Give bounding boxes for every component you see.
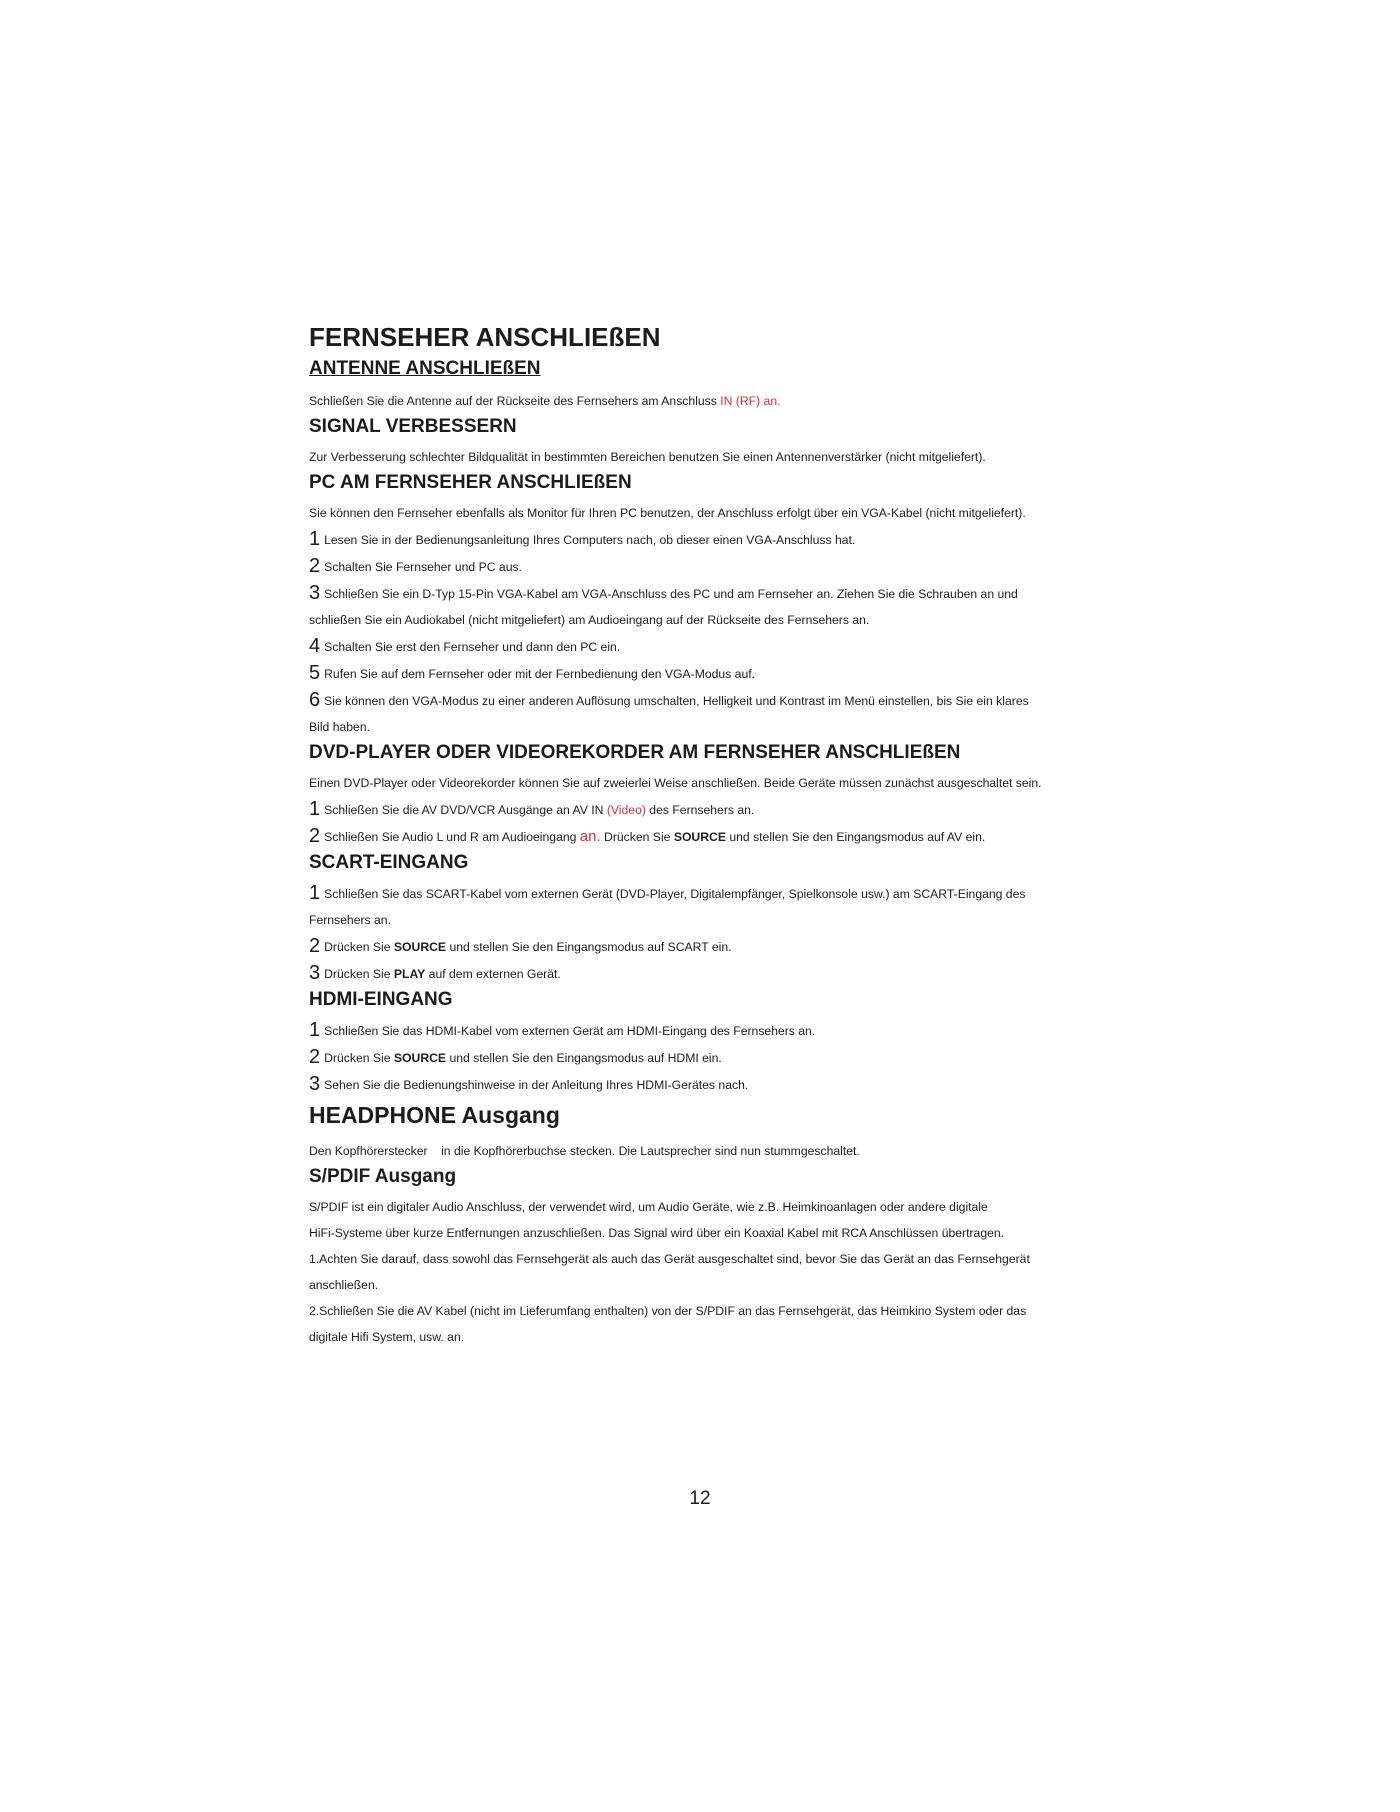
source-key-label: SOURCE <box>393 1051 447 1065</box>
step-number: 1 <box>309 798 321 820</box>
hdmi-step: 3 Sehen Sie die Bedienungshinweise in der Anleitung Ihres HDMI-Gerätes nach. <box>309 1073 749 1095</box>
spdif-line: 1.Achten Sie darauf, dass sowohl das Fernsehgerät als auch das Gerät ausgeschaltet sind, bevor Sie das Gerät an das Fernsehgerät <box>309 1252 1030 1266</box>
hdmi-heading: HDMI-EINGANG <box>309 989 453 1010</box>
step-number: 2 <box>309 1046 321 1068</box>
step-number: 1 <box>309 882 321 904</box>
step-number: 2 <box>309 555 321 577</box>
page-title: FERNSEHER ANSCHLIEßEN <box>309 322 661 352</box>
pc-step: 1 Lesen Sie in der Bedienungsanleitung Ihres Computers nach, ob dieser einen VGA-Anschluss hat. <box>309 528 856 550</box>
pc-step: 5 Rufen Sie auf dem Fernseher oder mit der Fernbedienung den VGA-Modus auf. <box>309 662 755 684</box>
page-number: 12 <box>689 1488 711 1509</box>
step-number: 2 <box>309 825 321 847</box>
pc-step: 3 Schließen Sie ein D-Typ 15-Pin VGA-Kabel am VGA-Anschluss des PC und am Fernseher an. Ziehen Sie die Schrauben an und <box>309 582 1018 604</box>
step-number: 2 <box>309 935 321 957</box>
step-number: 1 <box>309 528 321 550</box>
hdmi-step: 2 Drücken Sie SOURCE und stellen Sie den Eingangsmodus auf HDMI ein. <box>309 1046 722 1068</box>
play-key-label: PLAY <box>393 967 426 981</box>
source-key-label: SOURCE <box>673 830 726 844</box>
page-content <box>309 318 1099 1350</box>
pc-step: 2 Schalten Sie Fernseher und PC aus. <box>309 555 522 577</box>
step-number: 1 <box>309 1019 321 1041</box>
spdif-line: digitale Hifi System, usw. an. <box>309 1330 465 1344</box>
signal-heading: SIGNAL VERBESSERN <box>309 416 517 437</box>
scart-step: 2 Drücken Sie SOURCE und stellen Sie den Eingangsmodus auf SCART ein. <box>309 935 732 957</box>
scart-step-continued: Fernsehers an. <box>309 913 391 927</box>
scart-heading: SCART-EINGANG <box>309 852 469 873</box>
pc-step: 6 Sie können den VGA-Modus zu einer anderen Auflösung umschalten, Helligkeit und Kontrast im Menü einstellen, bis Sie ein klares <box>309 689 1029 711</box>
scart-step: 1 Schließen Sie das SCART-Kabel vom externen Gerät (DVD-Player, Digitalempfänger, Spielkonsole usw.) am SCART-Eingang des <box>309 882 1026 904</box>
pc-step: 4 Schalten Sie erst den Fernseher und dann den PC ein. <box>309 635 621 657</box>
pc-step-continued: schließen Sie ein Audiokabel (nicht mitgeliefert) am Audioeingang auf der Rückseite des Fernsehers an. <box>309 613 870 627</box>
antenna-text: Schließen Sie die Antenne auf der Rückseite des Fernsehers am Anschluss IN (RF) an. <box>309 394 781 408</box>
audio-port-label: an. <box>579 828 601 845</box>
scart-step: 3 Drücken Sie PLAY auf dem externen Gerät. <box>309 962 561 984</box>
spdif-heading: S/PDIF Ausgang <box>309 1166 457 1187</box>
spdif-line: S/PDIF ist ein digitaler Audio Anschluss, der verwendet wird, um Audio Geräte, wie z.B. Heimkinoanlagen oder andere digitale <box>309 1200 988 1214</box>
dvd-heading: DVD-PLAYER ODER VIDEOREKORDER AM FERNSEHER ANSCHLIEßEN <box>309 742 961 763</box>
source-key-label: SOURCE <box>393 940 447 954</box>
dvd-step: 2 Schließen Sie Audio L und R am Audioeingang an. Drücken Sie SOURCE und stellen Sie den Eingangsmodus auf AV ein. <box>309 825 986 847</box>
step-number: 3 <box>309 1073 321 1095</box>
step-number: 6 <box>309 689 321 711</box>
signal-text: Zur Verbesserung schlechter Bildqualität in bestimmten Bereichen benutzen Sie einen Antennenverstärker (nicht mitgeliefert). <box>309 450 986 464</box>
pc-step-continued: Bild haben. <box>309 720 370 734</box>
spdif-line: anschließen. <box>309 1278 379 1292</box>
antenna-port-label: IN (RF) an. <box>720 394 781 408</box>
antenna-heading: ANTENNE ANSCHLIEßEN <box>309 358 541 379</box>
hdmi-step: 1 Schließen Sie das HDMI-Kabel vom externen Gerät am HDMI-Eingang des Fernsehers an. <box>309 1019 816 1041</box>
step-number: 3 <box>309 582 321 604</box>
dvd-step: 1 Schließen Sie die AV DVD/VCR Ausgänge an AV IN (Video) des Fernsehers an. <box>309 798 755 820</box>
video-port-label: (Video) <box>606 803 646 817</box>
pc-heading: PC AM FERNSEHER ANSCHLIEßEN <box>309 472 632 493</box>
headphone-text: Den Kopfhörerstecker in die Kopfhörerbuchse stecken. Die Lautsprecher sind nun stummgeschaltet. <box>309 1144 860 1158</box>
headphone-heading: HEADPHONE Ausgang <box>309 1102 560 1128</box>
step-number: 4 <box>309 635 321 657</box>
spdif-line: 2.Schließen Sie die AV Kabel (nicht im Lieferumfang enthalten) von der S/PDIF an das Fernsehgerät, das Heimkino System oder das <box>309 1304 1027 1318</box>
spdif-line: HiFi-Systeme über kurze Entfernungen anzuschließen. Das Signal wird über ein Koaxial Kabel mit RCA Anschlüssen übertragen. <box>309 1226 1005 1240</box>
step-number: 5 <box>309 662 321 684</box>
dvd-intro: Einen DVD-Player oder Videorekorder können Sie auf zweierlei Weise anschließen. Beide Geräte müssen zunächst ausgeschaltet sein. <box>309 776 1042 790</box>
step-number: 3 <box>309 962 321 984</box>
pc-intro: Sie können den Fernseher ebenfalls als Monitor für Ihren PC benutzen, der Anschluss erfolgt über ein VGA-Kabel (nicht mitgeliefert). <box>309 506 1026 520</box>
